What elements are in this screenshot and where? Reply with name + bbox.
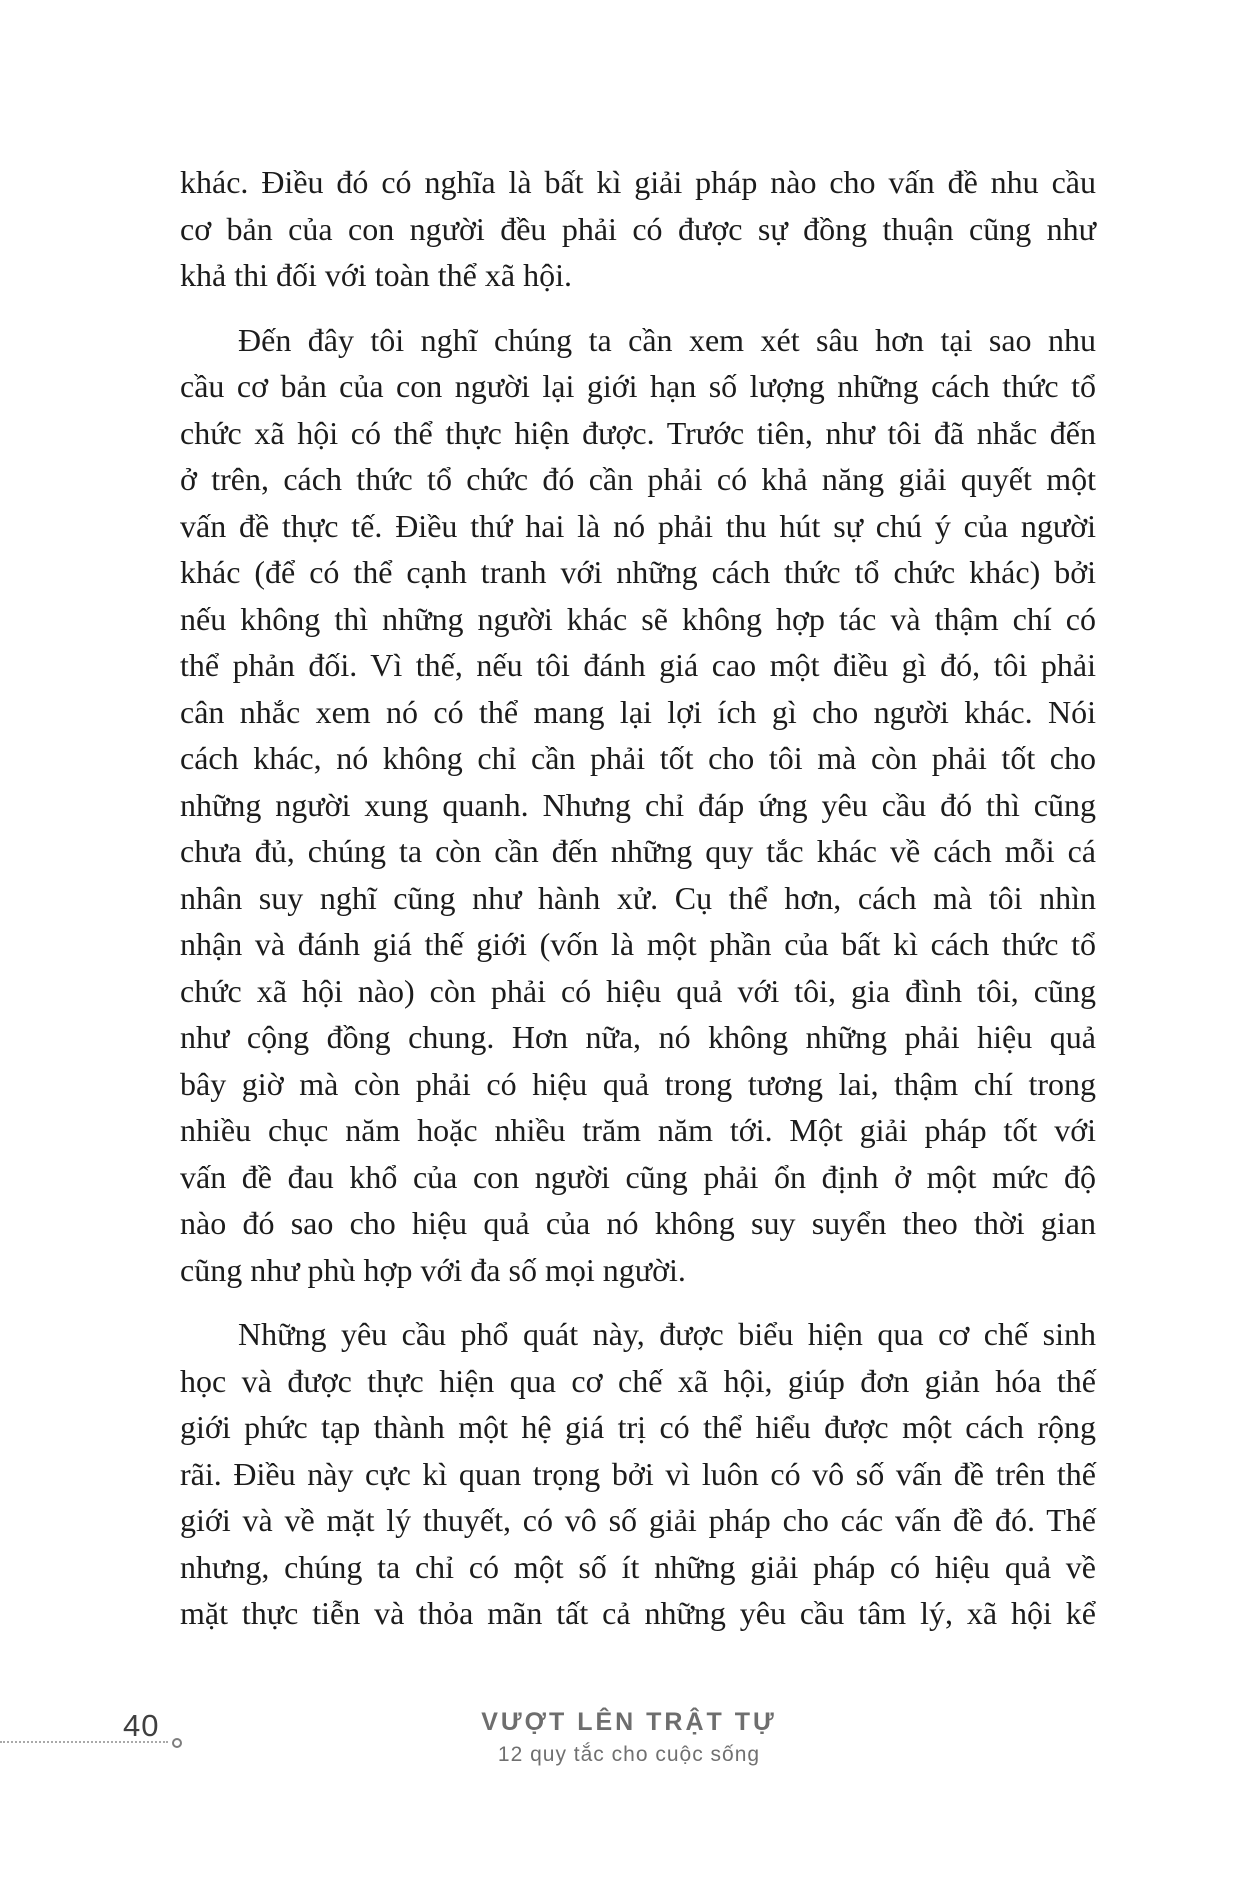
text-block [180,159,1096,1637]
text-line: ở trên, cách thức tổ chức đó cần phải có khả năng giải quyết một [180,461,1096,497]
text-line: cân nhắc xem nó có thể mang lại lợi ích gì cho người khác. Nói [180,693,1096,730]
text-line: Những yêu cầu phổ quát này, được biểu hiện qua cơ chế sinh [238,1316,1096,1352]
text-line: giới và về mặt lý thuyết, có vô số giải pháp cho các vấn đề đó. Thế [180,1502,1096,1538]
text-line: chức xã hội nào) còn phải có hiệu quả với tôi, gia đình tôi, cũng [180,972,1096,1009]
text-line: chưa đủ, chúng ta còn cần đến những quy tắc khác về cách mỗi cá [180,833,1096,869]
text-line: khác (để có thể cạnh tranh với những cách thức tổ chức khác) bởi [180,554,1096,590]
book-title: VƯỢT LÊN TRẬT TỰ [481,1708,777,1736]
text-line: nhiều chục năm hoặc nhiều trăm năm tới. Một giải pháp tốt với [180,1112,1096,1148]
text-line: nhân suy nghĩ cũng như hành xử. Cụ thể hơn, cách mà tôi nhìn [180,879,1096,916]
paragraph [180,159,1096,299]
text-line: những người xung quanh. Nhưng chỉ đáp ứng yêu cầu đó thì cũng [180,786,1096,823]
text-line: học và được thực hiện qua cơ chế xã hội, giúp đơn giản hóa thế [180,1362,1096,1399]
text-line: cách khác, nó không chỉ cần phải tốt cho tôi mà còn phải tốt cho [180,740,1096,776]
text-line: giới phức tạp thành một hệ giá trị có thể hiểu được một cách rộng [180,1409,1096,1445]
text-line: nếu không thì những người khác sẽ không hợp tác và thậm chí có [180,600,1096,637]
text-line: nào đó sao cho hiệu quả của nó không suy suyển theo thời gian [180,1205,1096,1241]
paragraph [180,1311,1096,1637]
text-line: mặt thực tiễn và thỏa mãn tất cả những yêu cầu tâm lý, xã hội kể [180,1595,1096,1631]
text-line: nhận và đánh giá thế giới (vốn là một phần của bất kì cách thức tổ [180,926,1096,962]
text-line: chức xã hội có thể thực hiện được. Trước tiên, như tôi đã nhắc đến [180,414,1096,451]
text-line: cũng như phù hợp với đa số mọi người. [180,1251,686,1288]
paragraph [180,317,1096,1294]
text-line: thể phản đối. Vì thế, nếu tôi đánh giá cao một điều gì đó, tôi phải [180,647,1096,683]
running-footer [13,1707,1245,1768]
page-number: 40 [123,1708,160,1743]
text-line: vấn đề đau khổ của con người cũng phải ổn định ở một mức độ [180,1158,1096,1195]
text-line: cầu cơ bản của con người lại giới hạn số lượng những cách thức tổ [180,368,1096,404]
book-subtitle: 12 quy tắc cho cuộc sống [497,1743,761,1766]
text-line: cơ bản của con người đều phải có được sự đồng thuận cũng như [180,210,1096,247]
text-line: như cộng đồng chung. Hơn nữa, nó không những phải hiệu quả [180,1019,1096,1055]
text-line: vấn đề thực tế. Điều thứ hai là nó phải thu hút sự chú ý của người [180,507,1096,544]
text-line: bây giờ mà còn phải có hiệu quả trong tương lai, thậm chí trong [180,1065,1096,1102]
text-line: Đến đây tôi nghĩ chúng ta cần xem xét sâu hơn tại sao nhu [238,321,1096,358]
text-line: khả thi đối với toàn thể xã hội. [180,257,572,293]
text-line: khác. Điều đó có nghĩa là bất kì giải pháp nào cho vấn đề nhu cầu [180,164,1096,200]
text-line: rãi. Điều này cực kì quan trọng bởi vì luôn có vô số vấn đề trên thế [180,1455,1096,1492]
text-line: nhưng, chúng ta chỉ có một số ít những giải pháp có hiệu quả về [180,1548,1096,1585]
